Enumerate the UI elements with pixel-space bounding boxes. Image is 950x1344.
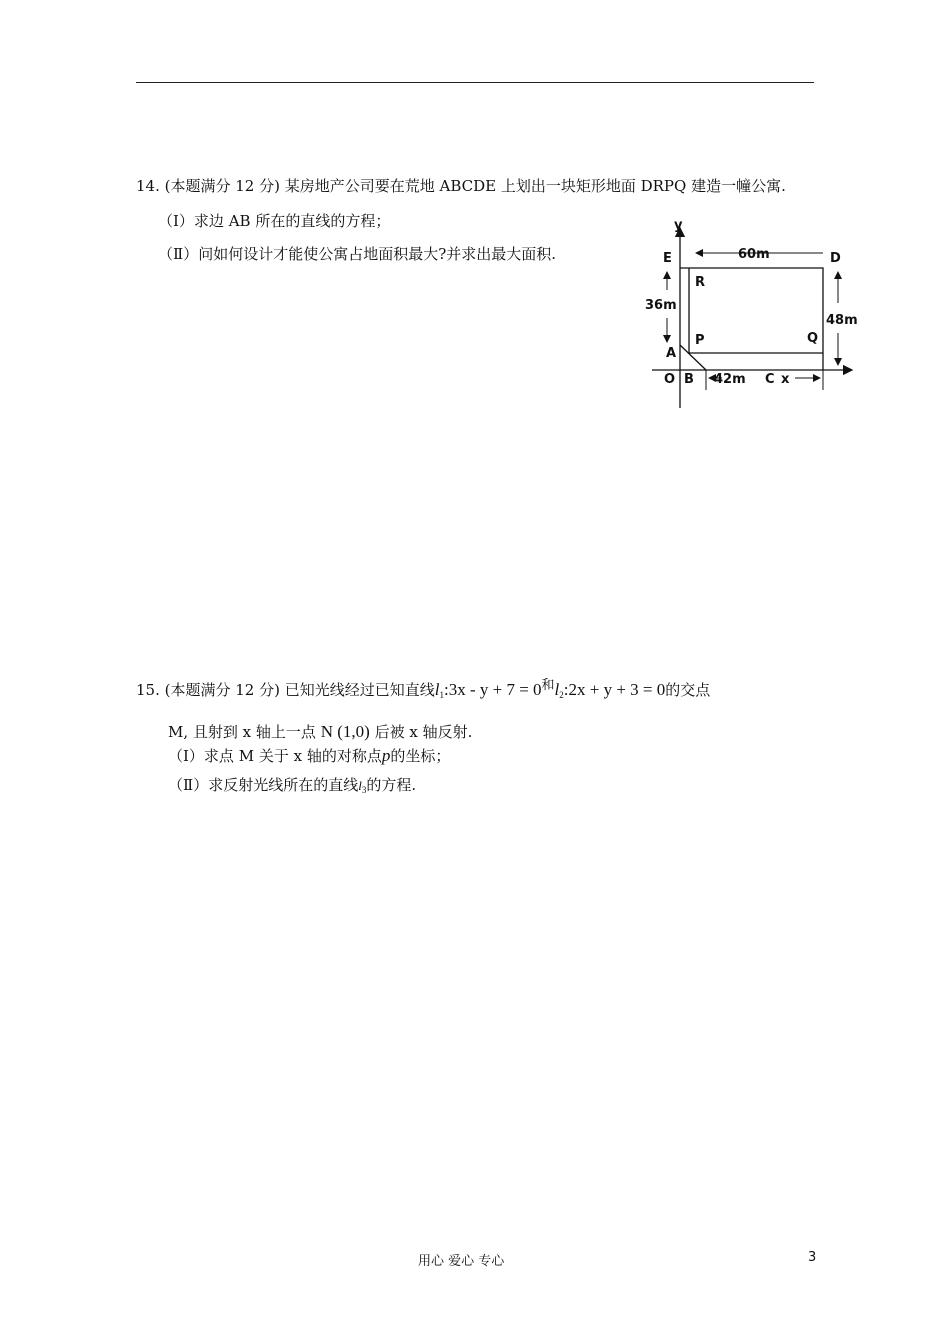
- label-a: A: [666, 346, 677, 361]
- q15-part1-text: （Ⅰ）求点 M 关于 x 轴的对称点: [168, 747, 382, 765]
- q15-line2: [168, 722, 472, 742]
- q14-title: 14. (本题满分 12 分) 某房地产公司要在荒地 ABCDE 上划出一块矩形地面 DRPQ 建造一幢公寓.: [136, 177, 786, 195]
- q15-line2-text: M, 且射到 x 轴上一点: [168, 723, 316, 741]
- page-number: 3: [808, 1250, 817, 1265]
- label-r: R: [695, 275, 706, 290]
- q15-and: 和: [541, 678, 555, 693]
- label-d: D: [830, 251, 841, 266]
- q15-part2: [168, 775, 416, 800]
- footer-text: 用心 爱心 专心: [418, 1254, 505, 1269]
- header-rule: [136, 82, 814, 83]
- rectangle-drpq: [689, 268, 823, 353]
- q15-part2-end: 的方程.: [366, 776, 417, 794]
- label-o: O: [664, 372, 676, 387]
- line-l2: $l_2:2x + y + 3 = 0$: [554, 680, 666, 700]
- segment-ab: [680, 345, 706, 370]
- label-dim-bottom: 42m: [714, 372, 746, 387]
- label-dim-top: 60m: [738, 247, 770, 262]
- q15-part1-end: 的坐标；: [390, 747, 451, 765]
- q15-title-end: 的交点: [665, 681, 711, 699]
- label-c: C: [765, 372, 775, 387]
- q15-title: [136, 676, 710, 705]
- q15-line2-end: 后被 x 轴反射.: [374, 723, 473, 741]
- label-dim-left: 36m: [645, 298, 677, 313]
- land-diagram: [630, 212, 860, 412]
- label-y: y: [674, 218, 683, 233]
- q14-part2: （Ⅱ）问如何设计才能使公寓占地面积最大?并求出最大面积.: [158, 245, 557, 263]
- label-q: Q: [807, 331, 819, 346]
- point-p: p: [381, 746, 391, 765]
- q15-part2-text: （Ⅱ）求反射光线所在的直线: [168, 776, 359, 794]
- label-e: E: [663, 251, 672, 266]
- q15-part1: [168, 746, 450, 766]
- label-dim-right: 48m: [826, 313, 858, 328]
- point-n: N (1,0): [320, 722, 370, 741]
- q15-title-start: 15. (本题满分 12 分) 已知光线经过已知直线: [136, 681, 435, 699]
- q14-part1: （Ⅰ）求边 AB 所在的直线的方程；: [158, 212, 391, 230]
- label-b: B: [684, 372, 694, 387]
- line-l1: $l_1:3x - y + 7 = 0$: [434, 680, 542, 700]
- label-p: P: [695, 333, 705, 348]
- line-l3: $l_3$: [358, 778, 367, 795]
- label-x: x: [781, 372, 790, 387]
